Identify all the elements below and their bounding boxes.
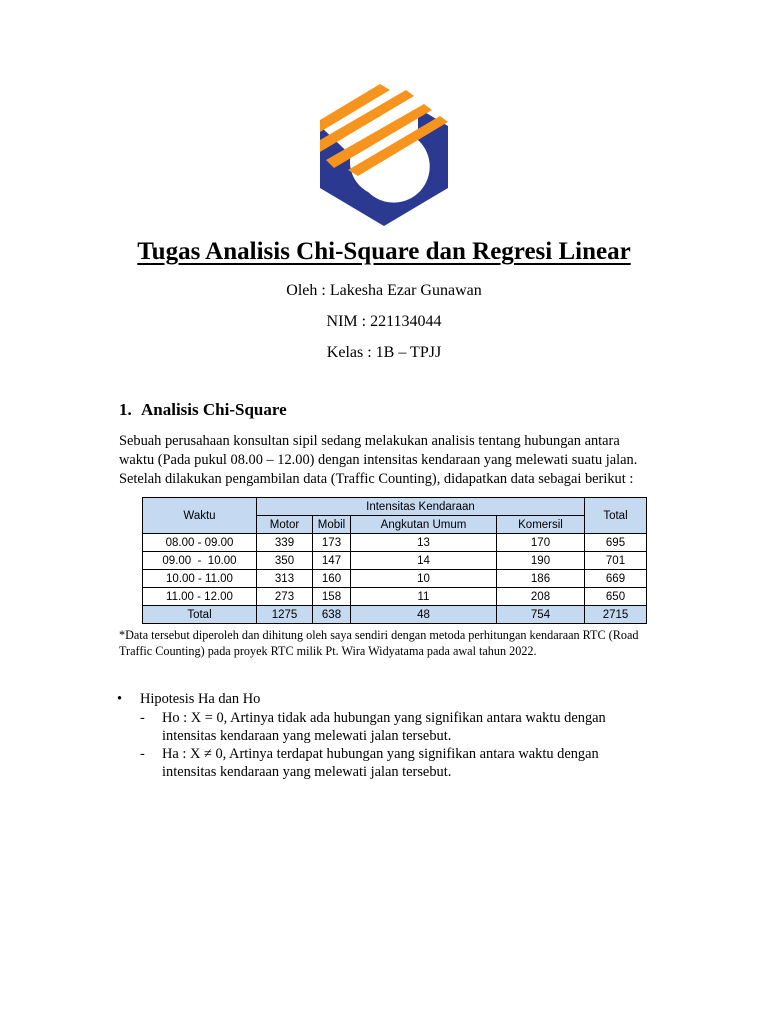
dash-marker: - <box>140 710 145 726</box>
cell-komersil: 208 <box>497 588 585 606</box>
table-row <box>143 588 647 606</box>
cell-komersil: 190 <box>497 552 585 570</box>
cell-waktu: 08.00 - 09.00 <box>143 534 257 552</box>
footnote <box>119 627 679 659</box>
hypothesis-ho-line2: intensitas kendaraan yang melewati jalan tersebut. <box>162 728 452 744</box>
cell-komersil: 186 <box>497 570 585 588</box>
hypothesis-ho-line1: Ho : X = 0, Artinya tidak ada hubungan yang signifikan antara waktu dengan <box>162 710 606 726</box>
blue-orange-hexagon-logo <box>318 70 450 228</box>
table-row <box>143 570 647 588</box>
section-title: Analisis Chi-Square <box>141 400 287 419</box>
cell-angkutan-umum: 10 <box>351 570 497 588</box>
intro-line: waktu (Pada pukul 08.00 – 12.00) dengan intensitas kendaraan yang melewati suatu jalan. <box>119 452 638 468</box>
cell-motor: 273 <box>257 588 313 606</box>
total-angkutan-umum: 48 <box>351 606 497 624</box>
class-line: Kelas : 1B – TPJJ <box>326 344 442 361</box>
table-row <box>143 552 647 570</box>
cell-total: 669 <box>585 570 647 588</box>
hypothesis-ha-line2: intensitas kendaraan yang melewati jalan tersebut. <box>162 764 452 780</box>
intro-line: Sebuah perusahaan konsultan sipil sedang melakukan analisis tentang hubungan antara <box>119 433 620 449</box>
header-waktu: Waktu <box>143 498 257 534</box>
cell-komersil: 170 <box>497 534 585 552</box>
nim-line: NIM : 221134044 <box>326 313 442 330</box>
section-heading <box>119 400 287 420</box>
section-number: 1. <box>119 400 132 419</box>
subheader-mobil: Mobil <box>313 516 351 534</box>
bullet-dot-icon: • <box>117 691 123 707</box>
traffic-count-table <box>142 497 647 624</box>
cell-total: 650 <box>585 588 647 606</box>
cell-angkutan-umum: 13 <box>351 534 497 552</box>
cell-motor: 313 <box>257 570 313 588</box>
header-intensitas: Intensitas Kendaraan <box>257 498 585 516</box>
header-total: Total <box>585 498 647 534</box>
cell-waktu: 11.00 - 12.00 <box>143 588 257 606</box>
cell-angkutan-umum: 11 <box>351 588 497 606</box>
author-line: Oleh : Lakesha Ezar Gunawan <box>286 282 482 299</box>
cell-waktu: 10.00 - 11.00 <box>143 570 257 588</box>
intro-paragraph <box>119 432 679 489</box>
cell-angkutan-umum: 14 <box>351 552 497 570</box>
total-grand: 2715 <box>585 606 647 624</box>
total-mobil: 638 <box>313 606 351 624</box>
footnote-line: *Data tersebut diperoleh dan dihitung oleh saya sendiri dengan metoda perhitungan kendaraan RTC (Road <box>119 628 639 642</box>
cell-mobil: 158 <box>313 588 351 606</box>
subheader-angkutan-umum: Angkutan Umum <box>351 516 497 534</box>
total-label: Total <box>143 606 257 624</box>
total-motor: 1275 <box>257 606 313 624</box>
subheader-komersil: Komersil <box>497 516 585 534</box>
cell-mobil: 160 <box>313 570 351 588</box>
bullet-label: Hipotesis Ha dan Ho <box>140 691 261 707</box>
subheader-motor: Motor <box>257 516 313 534</box>
dash-marker: - <box>140 746 145 762</box>
total-komersil: 754 <box>497 606 585 624</box>
table-row <box>143 534 647 552</box>
footnote-line: Traffic Counting) pada proyek RTC milik Pt. Wira Widyatama pada awal tahun 2022. <box>119 644 537 658</box>
cell-total: 695 <box>585 534 647 552</box>
intro-line: Setelah dilakukan pengambilan data (Traffic Counting), didapatkan data sebagai berikut : <box>119 471 634 487</box>
cell-mobil: 147 <box>313 552 351 570</box>
table-total-row <box>143 606 647 624</box>
cell-motor: 350 <box>257 552 313 570</box>
cell-mobil: 173 <box>313 534 351 552</box>
hypothesis-ha-line1: Ha : X ≠ 0, Artinya terdapat hubungan yang signifikan antara waktu dengan <box>162 746 599 762</box>
page-title: Tugas Analisis Chi-Square dan Regresi Linear <box>137 238 631 265</box>
cell-waktu: 09.00 - 10.00 <box>143 552 257 570</box>
cell-total: 701 <box>585 552 647 570</box>
cell-motor: 339 <box>257 534 313 552</box>
